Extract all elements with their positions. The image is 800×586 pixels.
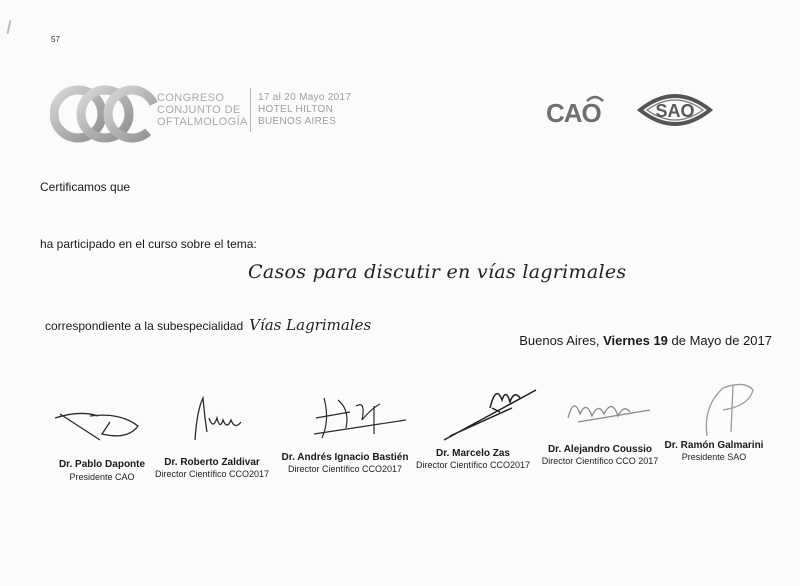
congress-line-2: CONJUNTO DE — [157, 104, 241, 116]
day: 19 — [653, 333, 668, 348]
subspecialty-value: Vías Lagrimales — [249, 316, 372, 334]
signature-zaldivar — [185, 390, 255, 450]
event-info — [258, 92, 351, 128]
corner-mark — [7, 20, 12, 34]
signatory-name-galmarini: Dr. Ramón Galmarini — [664, 440, 764, 451]
subspecialty-label: correspondiente a la subespecialidad — [45, 319, 244, 333]
signatory-role-zas: Director Científico CCO2017 — [415, 460, 531, 470]
signature-zas — [440, 378, 540, 446]
signatory-name-zas: Dr. Marcelo Zas — [436, 448, 510, 459]
place-date — [519, 333, 772, 348]
cao-arc-icon — [585, 93, 605, 103]
signatory-name-bastien: Dr. Andrés Ignacio Bastién — [281, 452, 409, 463]
signature-daponte — [50, 400, 150, 450]
place: Buenos Aires, — [519, 333, 600, 348]
sao-eye-logo — [637, 88, 713, 132]
signatory-role-bastien: Director Científico CCO2017 — [287, 464, 403, 474]
congress-rings-logo — [50, 80, 160, 150]
weekday: Viernes — [603, 333, 650, 348]
course-topic: Casos para discutir en vías lagrimales — [248, 261, 627, 283]
signatory-role-coussio: Director Científico CCO 2017 — [541, 456, 659, 466]
congress-line-1: CONGRESO — [157, 92, 225, 104]
signatory-role-galmarini: Presidente SAO — [681, 452, 747, 462]
signatory-name-coussio: Dr. Alejandro Coussio — [547, 444, 653, 455]
signature-bastien — [310, 390, 410, 450]
event-city: BUENOS AIRES — [258, 116, 337, 127]
subspecialty-row — [45, 316, 371, 335]
certify-text: Certificamos que — [40, 180, 131, 194]
event-dates: 17 al 20 Mayo 2017 — [258, 92, 352, 103]
congress-line-3: OFTALMOLOGÍA — [157, 116, 248, 128]
month-year: de Mayo de 2017 — [671, 333, 772, 348]
participated-text: ha participado en el curso sobre el tema: — [40, 237, 257, 251]
header-divider — [250, 88, 251, 132]
signatory-name-daponte: Dr. Pablo Daponte — [58, 459, 146, 470]
page-number: 57 — [51, 35, 60, 44]
sao-logo-text: SAO — [655, 101, 695, 121]
signatory-role-daponte: Presidente CAO — [69, 472, 135, 482]
signature-coussio — [558, 388, 658, 438]
congress-title — [157, 92, 248, 128]
event-venue: HOTEL HILTON — [258, 104, 334, 115]
signatory-role-zaldivar: Director Científico CCO2017 — [154, 469, 270, 479]
cao-logo: CAO — [546, 98, 601, 128]
signature-galmarini — [693, 376, 763, 440]
signatory-name-zaldivar: Dr. Roberto Zaldivar — [164, 457, 260, 468]
